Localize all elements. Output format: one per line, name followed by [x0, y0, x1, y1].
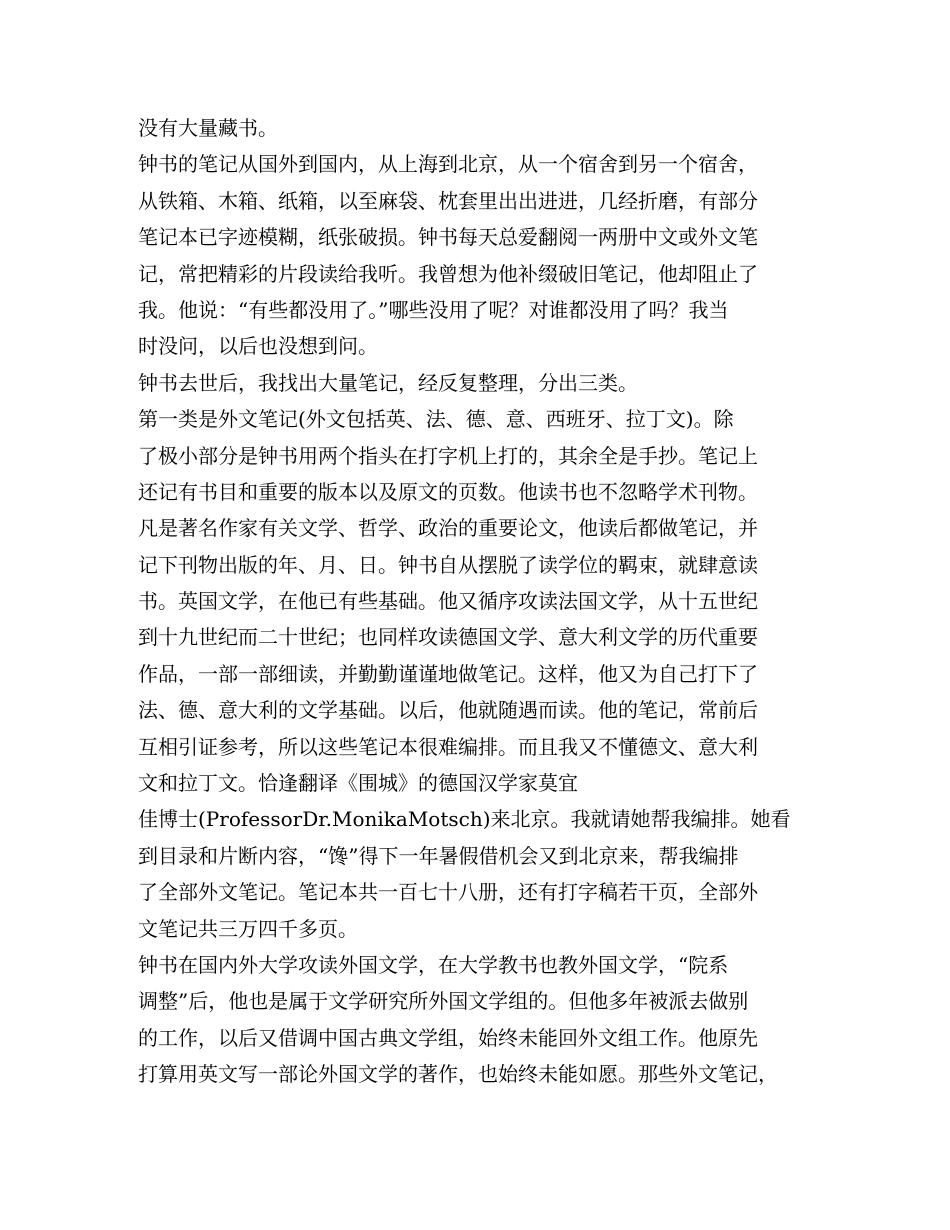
text-line: 第一类是外文笔记(外文包括英、法、德、意、西班牙、拉丁文)。除 [138, 407, 734, 432]
text-line: 互相引证参考，所以这些笔记本很难编排。而且我又不懂德文、意大利 [138, 734, 758, 759]
text-line: 到目录和片断内容，“馋”得下一年暑假借机会又到北京来，帮我编排 [138, 843, 739, 868]
text-line: 到十九世纪而二十世纪；也同样攻读德国文学、意大利文学的历代重要 [138, 625, 758, 650]
text-line: 钟书的笔记从国外到国内，从上海到北京，从一个宿舍到另一个宿舍， [138, 152, 758, 177]
text-line: 记，常把精彩的片段读给我听。我曾想为他补缀破旧笔记，他却阻止了 [138, 261, 758, 286]
text-line: 笔记本已字迹模糊，纸张破损。钟书每天总爱翻阅一两册中文或外文笔 [138, 225, 758, 250]
text-line: 调整”后，他也是属于文学研究所外国文学组的。但他多年被派去做别 [138, 989, 749, 1014]
text-line: 的工作，以后又借调中国古典文学组，始终未能回外文组工作。他原先 [138, 1025, 758, 1050]
text-line: 记下刊物出版的年、月、日。钟书自从摆脱了读学位的羁束，就肆意读 [138, 552, 758, 577]
text-line: 从铁箱、木箱、纸箱，以至麻袋、枕套里出出进进，几经折磨，有部分 [138, 188, 758, 213]
text-line: 法、德、意大利的文学基础。以后，他就随遇而读。他的笔记，常前后 [138, 698, 758, 723]
text-line: 书。英国文学，在他已有些基础。他又循序攻读法国文学，从十五世纪 [138, 589, 758, 614]
text-line: 没有大量藏书。 [138, 116, 278, 140]
text-line: 了极小部分是钟书用两个指头在打字机上打的，其余全是手抄。笔记上 [138, 443, 758, 468]
text-line: 了全部外文笔记。笔记本共一百七十八册，还有打字稿若干页，全部外 [138, 880, 758, 905]
body-text [138, 110, 828, 1093]
text-line: 文和拉丁文。恰逢翻译《围城》的德国汉学家莫宜 [138, 771, 578, 796]
text-line: 还记有书目和重要的版本以及原文的页数。他读书也不忽略学术刊物。 [138, 479, 758, 504]
text-line: 打算用英文写一部论外国文学的著作，也始终未能如愿。那些外文笔记， [138, 1062, 778, 1087]
text-line: 时没问，以后也没想到问。 [138, 334, 378, 359]
text-line: 钟书在国内外大学攻读外国文学，在大学教书也教外国文学，“院系 [138, 952, 729, 977]
text-line: 我。他说：“有些都没用了。”哪些没用了呢？对谁都没用了吗？我当 [138, 297, 729, 322]
text-line: 钟书去世后，我找出大量笔记，经反复整理，分出三类。 [138, 370, 638, 395]
text-line: 文笔记共三万四千多页。 [138, 916, 358, 941]
text-line: 凡是著名作家有关文学、哲学、政治的重要论文，他读后都做笔记，并 [138, 516, 758, 541]
text-line: 佳博士(ProfessorDr.MonikaMotsch)来北京。我就请她帮我编排。她看 [138, 807, 791, 832]
text-line: 作品，一部一部细读，并勤勤谨谨地做笔记。这样，他又为自己打下了 [138, 661, 758, 686]
